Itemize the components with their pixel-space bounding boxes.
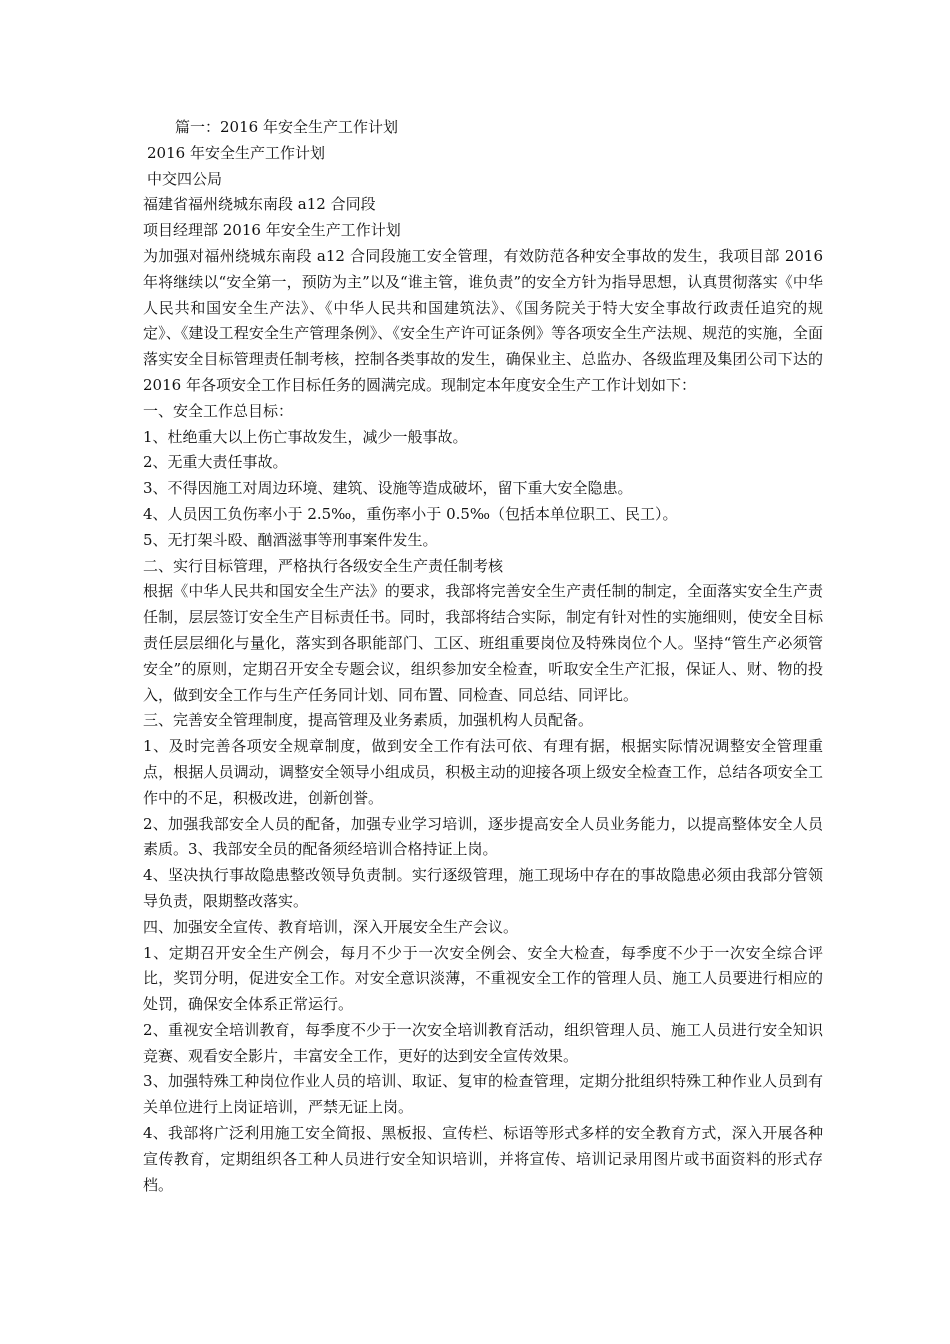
section-1-item: 2、无重大责任事故。: [143, 453, 288, 472]
section-3-heading: 三、完善安全管理制度，提高管理及业务素质，加强机构人员配备。: [143, 711, 594, 730]
section-1-item: 1、杜绝重大以上伤亡事故发生，减少一般事故。: [143, 427, 468, 446]
section-2-heading: 二、实行目标管理，严格执行各级安全生产责任制考核: [143, 556, 504, 575]
section-2-body: 根据《中华人民共和国安全生产法》的要求，我部将完善安全生产责任制的制定，全面落实安全生产责任制，层层签订安全生产目标责任书。同时，我部将结合实际，制定有针对性的实施细则，使安全目标责任层层细化与量化，落实到各职能部门、工区、班组重要岗位及特殊岗位个人。坚持“管生产必须管安全”的原则，定期召开安全专题会议，组织参加安全检查，听取安全生产汇报，保证人、财、物的投入，做到安全工作与生产任务同计划、同布置、同检查、同总结、同评比。: [143, 582, 823, 704]
section-4-heading: 四、加强安全宣传、教育培训，深入开展安全生产会议。: [143, 917, 519, 936]
project-name: 福建省福州绕城东南段 a12 合同段: [143, 195, 376, 214]
section-1-item: 5、无打架斗殴、酗酒滋事等刑事案件发生。: [143, 530, 438, 549]
header-title: 篇一：2016 年安全生产工作计划: [175, 118, 398, 136]
section-1-heading: 一、安全工作总目标：: [143, 401, 294, 420]
section-1-item: 4、人员因工负伤率小于 2.5‰，重伤率小于 0.5‰（包括本单位职工、民工）。: [143, 504, 678, 523]
organization-name: 中交四公局: [147, 169, 223, 188]
document-title: 2016 年安全生产工作计划: [147, 143, 325, 162]
section-4-item: 4、我部将广泛利用施工安全简报、黑板报、宣传栏、标语等形式多样的安全教育方式，深入开展各种宣传教育，定期组织各工种人员进行安全知识培训，并将宣传、培训记录用图片或书面资料的形式存档。: [143, 1124, 823, 1194]
document-page: [143, 115, 823, 1198]
section-1-item: 3、不得因施工对周边环境、建筑、设施等造成破坏，留下重大安全隐患。: [143, 479, 633, 498]
section-4-item: 3、加强特殊工种岗位作业人员的培训、取证、复审的检查管理，定期分批组织特殊工种作业人员到有关单位进行上岗证培训，严禁无证上岗。: [143, 1072, 823, 1117]
section-4-item: 1、定期召开安全生产例会，每月不少于一次安全例会、安全大检查，每季度不少于一次安全综合评比，奖罚分明，促进安全工作。对安全意识淡薄，不重视安全工作的管理人员、施工人员要进行相应的处罚，确保安全体系正常运行。: [143, 943, 823, 1014]
department-title: 项目经理部 2016 年安全生产工作计划: [143, 221, 401, 240]
intro-paragraph: 为加强对福州绕城东南段 a12 合同段施工安全管理，有效防范各种安全事故的发生，我项目部 2016 年将继续以“安全第一，预防为主”以及“谁主管，谁负责”的安全方针为指导思想，认真贯彻落实《中华人民共和国安全生产法》、《中华人民共和国建筑法》、《国务院关于特大安全事故行政责任追究的规定》、《建设工程安全生产管理条例》、《安全生产许可证条例》等各项安全生产法规、规范的实施，全面落实安全目标管理责任制考核，控制各类事故的发生，确保业主、总监办、各级监理及集团公司下达的 2016 年各项安全工作目标任务的圆满完成。现制定本年度安全生产工作计划如下：: [143, 246, 823, 394]
section-4-item: 2、重视安全培训教育，每季度不少于一次安全培训教育活动，组织管理人员、施工人员进行安全知识竞赛、观看安全影片，丰富安全工作，更好的达到安全宣传效果。: [143, 1020, 823, 1065]
section-3-item: 1、及时完善各项安全规章制度，做到安全工作有法可依、有理有据，根据实际情况调整安全管理重点，根据人员调动，调整安全领导小组成员，积极主动的迎接各项上级安全检查工作，总结各项安全工作中的不足，积极改进，创新创誉。: [143, 737, 823, 807]
section-3-item: 2、加强我部安全人员的配备，加强专业学习培训，逐步提高安全人员业务能力，以提高整体安全人员素质。3、我部安全员的配备须经培训合格持证上岗。: [143, 814, 823, 859]
section-3-item: 4、坚决执行事故隐患整改领导负责制。实行逐级管理，施工现场中存在的事故隐患必须由我部分管领导负责，限期整改落实。: [143, 866, 823, 910]
